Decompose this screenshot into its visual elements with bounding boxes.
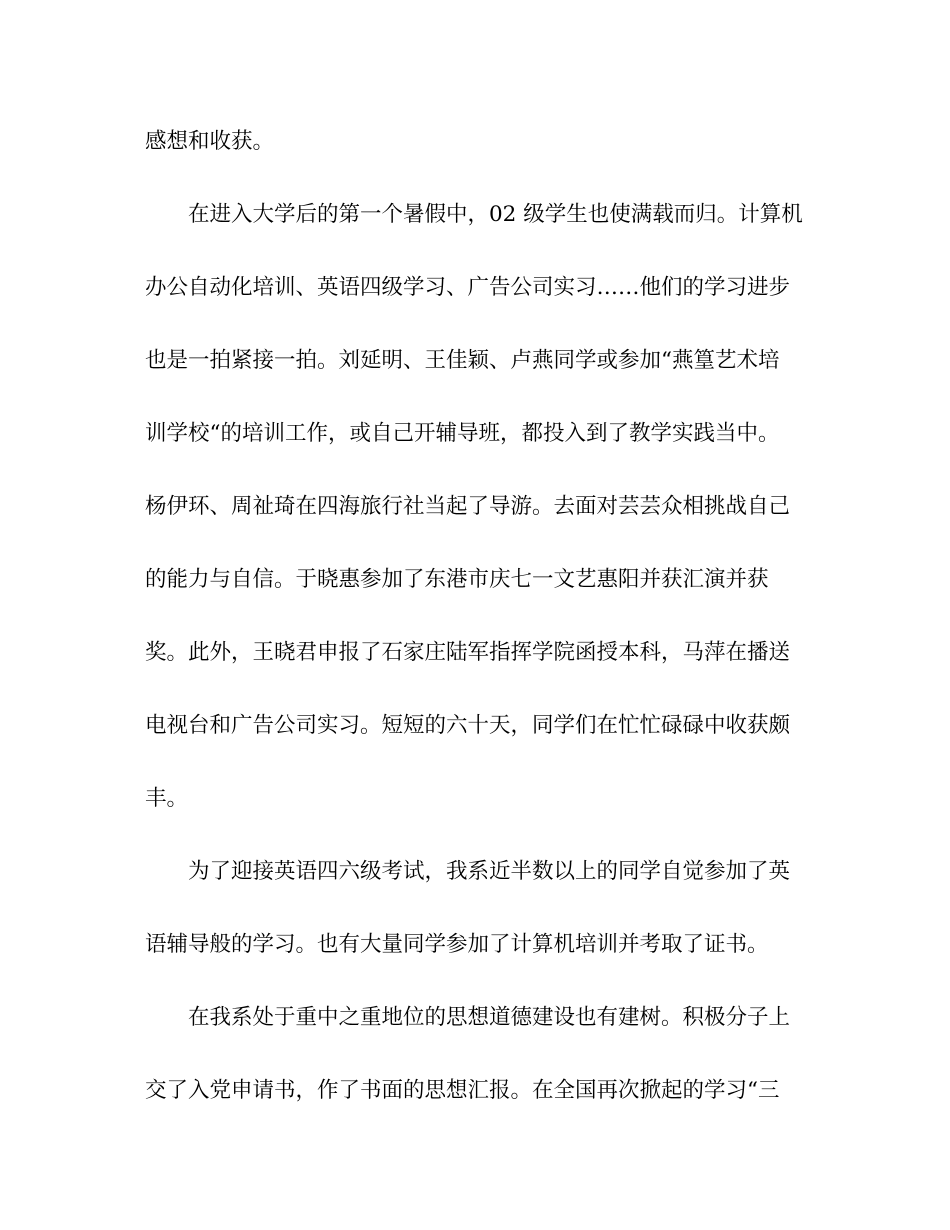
text-line: 感想和收获。 (145, 129, 275, 154)
text-line: 杨伊环、周祉琦在四海旅行社当起了导游。去面对芸芸众相挑战自己 (145, 494, 791, 519)
text-line: 在我系处于重中之重地位的思想道德建设也有建树。积极分子上 (188, 1005, 791, 1030)
text-line: 的能力与自信。于晓惠参加了东港市庆七一文艺惠阳并获汇演并获 (145, 567, 769, 592)
text-line: 电视台和广告公司实习。短短的六十天，同学们在忙忙碌碌中收获颇 (145, 713, 791, 738)
text-line: 奖。此外，王晓君申报了石家庄陆军指挥学院函授本科，马萍在播送 (145, 640, 791, 665)
document-body (145, 124, 810, 1110)
text-line: 在进入大学后的第一个暑假中，02 级学生也使满载而归。计算机 (188, 202, 803, 227)
text-line: 办公自动化培训、英语四级学习、广告公司实习……他们的学习进步 (145, 275, 791, 300)
text-line: 丰。 (145, 786, 189, 811)
text-line: 交了入党申请书，作了书面的思想汇报。在全国再次掀起的学习“三 (145, 1078, 780, 1103)
text-line: 为了迎接英语四六级考试，我系近半数以上的同学自觉参加了英 (188, 859, 791, 884)
text-line: 也是一拍紧接一拍。刘延明、王佳颖、卢燕同学或参加“燕篁艺术培 (145, 348, 780, 373)
text-line: 训学校“的培训工作，或自己开辅导班，都投入到了教学实践当中。 (145, 421, 780, 446)
text-line: 语辅导般的学习。也有大量同学参加了计算机培训并考取了证书。 (145, 932, 769, 957)
